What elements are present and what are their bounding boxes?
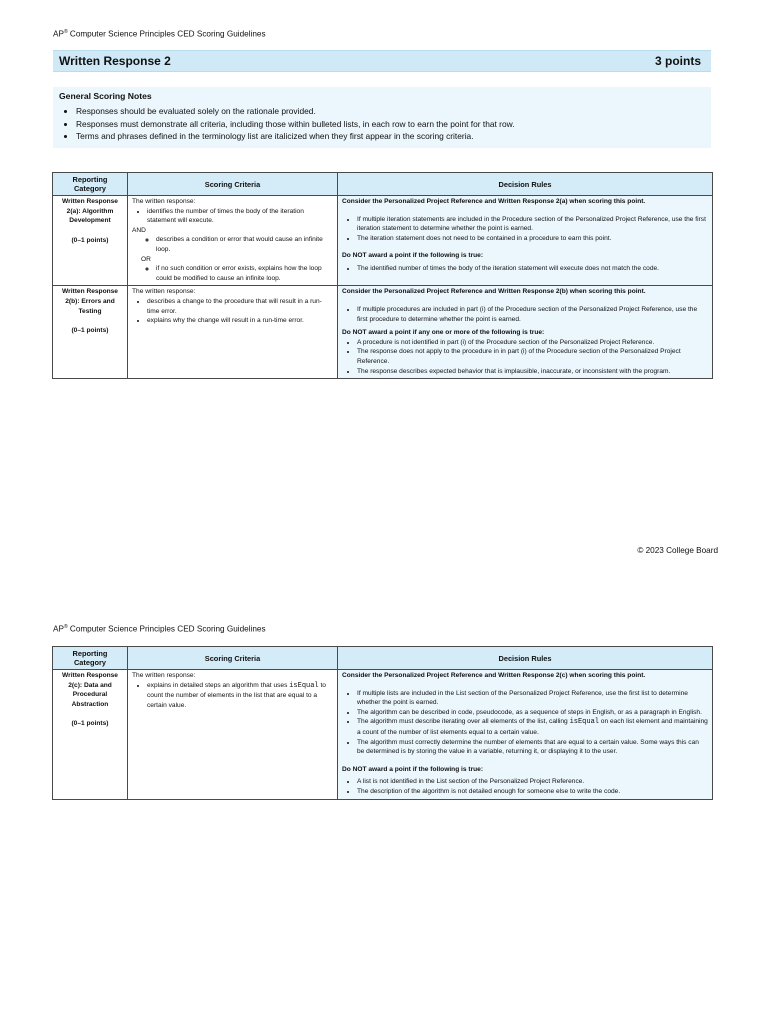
code-isEqual: isEqual — [569, 718, 599, 727]
scoring-table-2 — [52, 646, 713, 800]
section-title: Written Response 2 — [59, 54, 171, 68]
note-item: • Responses must demonstrate all criteria, including those within bulleted lists, in each row to earn the point for that row. — [76, 119, 705, 129]
note-item: • Responses should be evaluated solely on the rationale provided. — [76, 106, 705, 116]
page-header: AP® Computer Science Principles CED Scoring Guidelines — [53, 29, 266, 39]
copyright: © 2023 College Board — [637, 546, 718, 555]
reporting-category: Written Response 2(c): Data and Procedural Abstraction (0–1 points) — [53, 670, 128, 800]
code-isEqual: isEqual — [289, 681, 319, 690]
reporting-category: Written Response 2(a): Algorithm Development (0–1 points) — [53, 196, 128, 286]
scoring-criteria: The written response: • identifies the number of times the body of the iteration statement will execute. AND ◦ describes a condition or error that would cause an infinite loop. OR ◦ if no such condition or error exists, explains how the loop could be modified to cause an infinite loop. — [128, 196, 338, 286]
header-decision-rules: Decision Rules — [338, 647, 713, 670]
section-title-bar — [53, 50, 711, 72]
decision-rules: Consider the Personalized Project Reference and Written Response 2(a) when scoring this point. • If multiple iteration statements are included in the Procedure section of the Personalized Project Reference, use the first iteration statement to determine whether the point is earned. • The iteration statement does not need to be contained in a procedure to earn this point. Do NOT award a point if the following is true: • The identified number of times the body of the iteration statement will execute does not match the code. — [338, 196, 713, 286]
table-row — [53, 196, 713, 286]
reporting-category: Written Response 2(b): Errors and Testing (0–1 points) — [53, 286, 128, 379]
decision-rules: Consider the Personalized Project Reference and Written Response 2(c) when scoring this point. • If multiple lists are included in the List section of the Personalized Project Reference, use the first list to determine whether the point is earned. • The algorithm can be described in code, pseudocode, as a sequence of steps in English, or as a paragraph in English. • The algorithm must describe iterating over all elements of the list, calling isEqual on each list element and maintaining a count of the number of list elements equal to a certain value. • The algorithm must correctly determine the number of elements that are equal to a certain value. Some ways this can be determined is by storing the value in a variable, returning it, or displaying it to the user. Do NOT award a point if the following is true: • A list is not identified in the List section of the Personalized Project Reference. • The description of the algorithm is not detailed enough for someone else to write the code. — [338, 670, 713, 800]
table-row — [53, 670, 713, 800]
scoring-criteria: The written response: • explains in detailed steps an algorithm that uses isEqual to count the number of elements in the list that are equal to a certain value. — [128, 670, 338, 800]
section-points: 3 points — [654, 54, 701, 68]
header-scoring-criteria: Scoring Criteria — [128, 173, 338, 196]
header-decision-rules: Decision Rules — [338, 173, 713, 196]
scoring-table-1 — [52, 172, 713, 379]
table-row — [53, 286, 713, 379]
general-scoring-notes — [53, 87, 711, 148]
header-reporting-category: Reporting Category — [53, 173, 128, 196]
header-reporting-category: Reporting Category — [53, 647, 128, 670]
page-header: AP® Computer Science Principles CED Scoring Guidelines — [53, 624, 266, 634]
decision-rules: Consider the Personalized Project Reference and Written Response 2(b) when scoring this point. • If multiple procedures are included in part (i) of the Procedure section of the Personalized Project Reference, use the first procedure to determine whether the point is earned. Do NOT award a point if any one or more of the following is true: • A procedure is not identified in part (i) of the Procedure section of the Personalized Project Reference. • The response does not apply to the procedure in in part (i) of the Procedure section of the Personalized Project Reference. • The response describes expected behavior that is implausible, inaccurate, or inconsistent with the program. — [338, 286, 713, 379]
notes-heading: General Scoring Notes — [59, 91, 152, 101]
scoring-criteria: The written response: • describes a change to the procedure that will result in a run-time error. • explains why the change will result in a run-time error. — [128, 286, 338, 379]
note-item: • Terms and phrases defined in the terminology list are italicized when they first appear in the scoring criteria. — [76, 131, 705, 141]
header-scoring-criteria: Scoring Criteria — [128, 647, 338, 670]
